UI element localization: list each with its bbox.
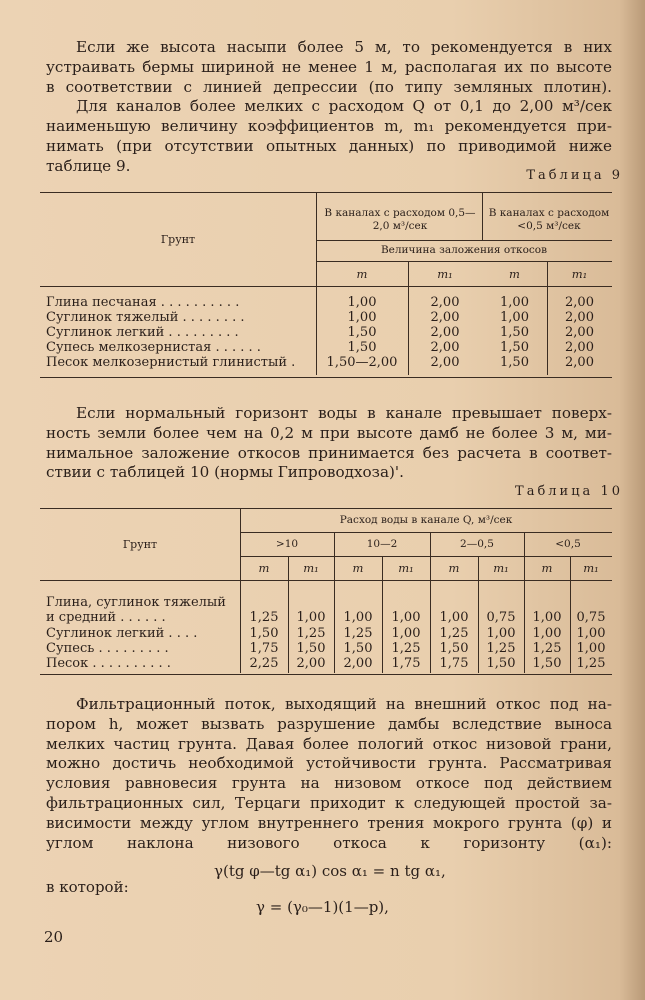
table9-header-slope: Величина заложения откосов: [380, 244, 548, 256]
table9-cell: 1,50: [500, 325, 529, 340]
table9-col-m: m: [509, 267, 520, 281]
text-in-which: в которой:: [46, 878, 129, 896]
table10-cell: 1,00: [391, 610, 421, 625]
table10-cell: 1,25: [343, 626, 373, 641]
text-line: можно достичь необходимой устойчивости грунта. Рассматривая: [46, 754, 612, 773]
table9-row-label: Суглинок тяжелый . . . . . . . .: [46, 310, 245, 325]
table10-row-label: Глина, суглинок тяжелый: [46, 595, 226, 610]
table9-cell: 2,00: [565, 340, 594, 355]
table10-cell: 1,00: [532, 610, 562, 625]
table10-cell: 1,75: [249, 641, 279, 656]
paragraph-berms: [46, 38, 612, 177]
table10-cell: 1,50: [343, 641, 373, 656]
table10-row-label: Супесь . . . . . . . . .: [46, 641, 169, 656]
table10-range: <0,5: [555, 538, 581, 550]
formula-2: γ = (γ₀—1)(1—p),: [256, 898, 389, 916]
table9-row-label: Песок мелкозернистый глинистый .: [46, 355, 296, 370]
table9-cell: 1,50: [347, 325, 377, 340]
table10-cell: 1,25: [576, 656, 606, 671]
table10-subheader: m₁: [493, 561, 509, 575]
table10-cell: 1,00: [576, 641, 606, 656]
table10-row-label: и средний . . . . . .: [46, 610, 166, 625]
paragraph-filtration: [46, 695, 612, 853]
table10-cell: 1,75: [439, 656, 469, 671]
table10-cell: 1,50: [296, 641, 326, 656]
table10-range: 2—0,5: [460, 538, 494, 550]
table10-cell: 1,00: [532, 626, 562, 641]
text-line: Для каналов более мелких с расходом Q от 0,1 до 2,00 м³/сек: [76, 97, 612, 116]
table10-cell: 1,25: [249, 610, 279, 625]
text-line: пором h, может вызвать разрушение дамбы вследствие выноса: [46, 714, 612, 733]
table10-cell: 2,00: [343, 656, 373, 671]
table9-cell: 2,00: [565, 310, 594, 325]
table10-cell: 0,75: [486, 610, 516, 625]
table9-row-label: Супесь мелкозернистая . . . . . .: [46, 340, 261, 355]
table10-row-label: Песок . . . . . . . . . .: [46, 656, 171, 671]
text-line: ность земли более чем на 0,2 м при высоте дамб не более 3 м, ми-: [46, 423, 612, 442]
table9-cell: 2,00: [430, 310, 460, 325]
table10-row-label: Суглинок легкий . . . .: [46, 626, 198, 641]
table9-caption: Таблица 9: [526, 168, 623, 183]
table9-row-label: Глина песчаная . . . . . . . . . .: [46, 295, 240, 310]
table10-subheader: m: [448, 561, 460, 575]
paragraph-water-horizon: [46, 404, 612, 483]
table9-cell: 1,50: [347, 340, 377, 355]
table9-cell: 1,00: [500, 295, 529, 310]
table10-cell: 2,25: [249, 656, 279, 671]
text-line: таблице 9.: [46, 156, 131, 175]
text-line: мелких частиц грунта. Давая более пологий откос низовой грани,: [46, 734, 612, 753]
text-line: Если же высота насыпи более 5 м, то рекомендуется в них: [76, 38, 612, 56]
text-line: Фильтрационный поток, выходящий на внешний откос под на-: [76, 695, 612, 713]
table10-subheader: m₁: [583, 561, 599, 575]
table10-caption: Таблица 10: [515, 484, 623, 499]
table9-cell: 2,00: [430, 325, 460, 340]
table10-cell: 1,50: [249, 626, 279, 641]
table10-cell: 1,25: [391, 641, 421, 656]
table10-subheader: m₁: [303, 561, 319, 575]
table10-header-flow: Расход воды в канале Q, м³/сек: [339, 514, 513, 526]
table9-header-group2: В каналах с расходом <0,5 м³/сек: [488, 207, 610, 232]
table10-cell: 1,50: [439, 641, 469, 656]
text-line: ствии с таблицей 10 (нормы Гипроводхоза)'.: [46, 463, 404, 482]
text-line: нимальное заложение откосов принимается без расчета в соответ-: [46, 443, 612, 462]
table10-subheader: m: [541, 561, 553, 575]
table10-cell: 1,50: [532, 656, 562, 671]
table9-cell: 1,50: [500, 340, 529, 355]
table10-cell: 1,50: [486, 656, 516, 671]
formula-1: γ(tg φ—tg α₁) cos α₁ = n tg α₁,: [214, 862, 446, 880]
table10-subheader: m: [352, 561, 364, 575]
table9-cell: 1,50: [500, 355, 529, 370]
table9-col-m: m: [356, 267, 368, 281]
table10-cell: 1,75: [391, 656, 421, 671]
text-line: Если нормальный горизонт воды в канале превышает поверх-: [76, 404, 612, 422]
text-line: условия равновесия грунта на низовом откосе под действием: [46, 774, 612, 793]
table10-cell: 1,00: [576, 626, 606, 641]
table10-subheader: m: [258, 561, 270, 575]
table9-cell: 1,50—2,00: [326, 355, 398, 370]
table9-header-soil: Грунт: [160, 233, 196, 246]
table10-range: >10: [275, 538, 299, 550]
table9-cell: 2,00: [430, 355, 460, 370]
table10-subheader: m₁: [398, 561, 414, 575]
text-line: висимости между углом внутреннего трения мокрого грунта (φ) и: [46, 813, 612, 832]
text-line: наименьшую величину коэффициентов m, m₁ рекомендуется при-: [46, 117, 612, 136]
text-line: в соответствии с линией депрессии (по типу земляных плотин).: [46, 77, 612, 96]
table10-cell: 2,00: [296, 656, 326, 671]
table9-cell: 2,00: [565, 355, 594, 370]
text-line: углом наклона низового откоса к горизонту (α₁):: [46, 833, 612, 852]
text-line: устраивать бермы шириной не менее 1 м, располагая их по высоте: [46, 57, 612, 76]
table9-cell: 2,00: [430, 340, 460, 355]
table10-cell: 1,00: [439, 610, 469, 625]
table10-cell: 1,00: [486, 626, 516, 641]
table10-cell: 1,25: [486, 641, 516, 656]
table9-col-m1: m₁: [437, 267, 453, 281]
table9-cell: 1,00: [347, 310, 377, 325]
table9-col-m1: m₁: [571, 267, 588, 281]
table9-cell: 2,00: [430, 295, 460, 310]
table9-cell: 2,00: [565, 325, 594, 340]
table10-cell: 1,25: [296, 626, 326, 641]
table10-cell: 1,00: [296, 610, 326, 625]
table9-header-group1: В каналах с расходом 0,5—2,0 м³/сек: [324, 207, 476, 232]
table9-cell: 1,00: [347, 295, 377, 310]
page-number: 20: [44, 928, 64, 946]
table10-cell: 1,25: [532, 641, 562, 656]
table10-cell: 1,25: [439, 626, 469, 641]
text-line: фильтрационных сил, Терцаги приходит к следующей простой за-: [46, 793, 612, 812]
table10-range: 10—2: [366, 538, 398, 550]
text-line: нимать (при отсутствии опытных данных) по приводимой ниже: [46, 136, 612, 155]
table10-cell: 0,75: [576, 610, 606, 625]
table10-cell: 1,00: [391, 626, 421, 641]
table9-cell: 1,00: [500, 310, 529, 325]
table10-cell: 1,00: [343, 610, 373, 625]
table10-header-soil: Грунт: [122, 538, 158, 551]
table9-row-label: Суглинок легкий . . . . . . . . .: [46, 325, 239, 340]
table9-cell: 2,00: [565, 295, 594, 310]
